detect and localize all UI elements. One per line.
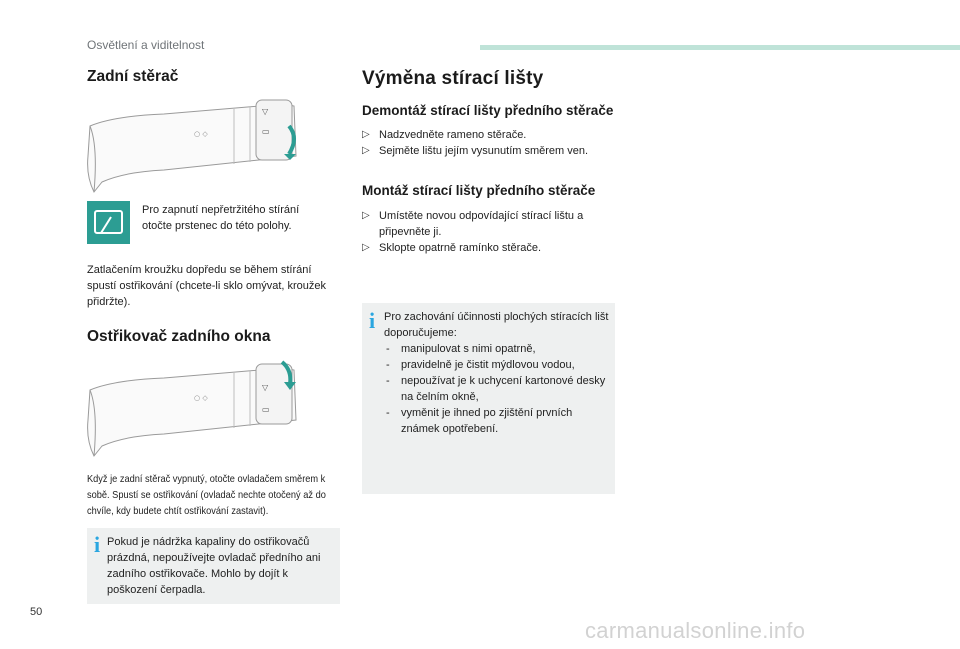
remove-steps-list <box>362 127 622 159</box>
bullet-icon: ▷ <box>362 242 370 253</box>
watermark: carmanualsonline.info <box>585 618 806 643</box>
wiper-stalk-illustration <box>84 96 324 196</box>
header-accent-bar <box>480 45 960 50</box>
list-item: - vyměnit je ihned po zjištění prvních známek opotřebení. <box>386 407 573 435</box>
mount-blade-title: Montáž stírací lišty předního stěrače <box>362 183 596 198</box>
list-item: - manipulovat s nimi opatrně, <box>386 343 536 355</box>
svg-text:▭: ▭ <box>262 405 270 414</box>
list-item: ▷ Nadzvedněte rameno stěrače. <box>362 129 527 141</box>
rear-wiper-icon-text: Pro zapnutí nepřetržitého stírání otočte prstenec do této polohy. <box>142 204 300 232</box>
svg-text:▽: ▽ <box>262 383 269 392</box>
svg-text:○ ◇: ○ ◇ <box>194 394 208 402</box>
info-icon: i <box>94 532 101 557</box>
bullet-icon: ▷ <box>362 129 370 140</box>
rear-washer-title: Ostřikovač zadního okna <box>87 328 271 345</box>
list-item: ▷ Sklopte opatrně ramínko stěrače. <box>362 242 542 254</box>
blade-care-info-box <box>362 303 615 494</box>
list-item: - nepoužívat je k uchycení kartonové desky na čelním okně, <box>386 375 606 403</box>
rear-wiper-title: Zadní stěrač <box>87 68 179 85</box>
svg-text:▭: ▭ <box>262 127 270 136</box>
svg-text:▽: ▽ <box>262 107 269 116</box>
washer-stalk-illustration <box>84 360 324 460</box>
blade-care-list <box>384 341 610 437</box>
mount-steps-list <box>362 208 607 256</box>
remove-blade-title: Demontáž stírací lišty předního stěrače <box>362 103 614 118</box>
list-item: ▷ Sejměte lištu jejím vysunutím směrem ven. <box>362 145 589 157</box>
bullet-icon: ▷ <box>362 145 370 156</box>
rear-washer-text: Když je zadní stěrač vypnutý, otočte ovladačem směrem k sobě. Spustí se ostřikování (ovladač nechte otočený až do chvíle, kdy budete chtít ostřikování zastavit). <box>87 473 326 517</box>
pump-warning-text: Pokud je nádržka kapaliny do ostřikovačů prázdná, nepoužívejte ovladač předního ani zadního ostřikovače. Mohlo by dojít k poškození čerpadla. <box>107 536 321 596</box>
svg-text:○ ◇: ○ ◇ <box>194 130 208 138</box>
blade-care-intro: Pro zachování účinnosti plochých stíracích lišt doporučujeme: <box>384 311 609 339</box>
rear-wiper-push-text: Zatlačením kroužku dopředu se během stírání spustí ostřikování (chcete-li sklo omývat, kroužek přidržte). <box>87 264 327 308</box>
page-number: 50 <box>30 606 43 618</box>
section-header-title: Osvětlení a viditelnost <box>87 38 205 52</box>
pump-warning-info-box <box>87 528 340 604</box>
blade-care-content <box>384 309 610 437</box>
rear-wiper-icon <box>87 201 130 244</box>
list-item: ▷ Umístěte novou odpovídající stírací lištu a připevněte ji. <box>362 210 584 238</box>
info-icon: i <box>369 308 376 333</box>
bullet-icon: ▷ <box>362 210 370 221</box>
blade-replacement-title: Výměna stírací lišty <box>362 68 544 89</box>
list-item: - pravidelně je čistit mýdlovou vodou, <box>386 359 575 371</box>
rear-wiper-continuous-icon-box <box>87 201 130 244</box>
